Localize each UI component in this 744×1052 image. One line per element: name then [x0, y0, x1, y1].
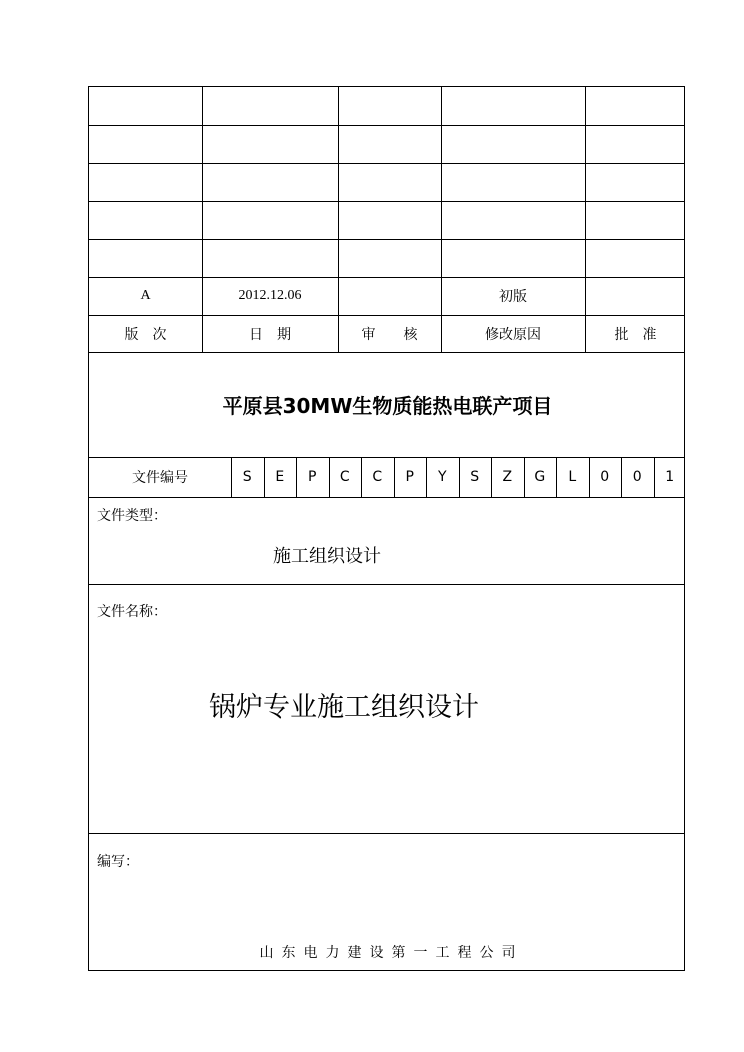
row-divider [89, 125, 684, 126]
file-number-char: C [372, 469, 383, 485]
revision-date-cell: 2012.12.06 [238, 288, 302, 303]
file-number-char: P [308, 469, 317, 485]
column-divider [394, 457, 395, 497]
file-number-char: 0 [632, 469, 642, 485]
column-divider [426, 457, 427, 497]
row-divider [89, 163, 684, 164]
file-number-char: 1 [665, 469, 675, 485]
company-name: 山东电力建设第一工程公司 [259, 945, 524, 961]
column-divider [491, 457, 492, 497]
header-reason: 修改原因 [485, 326, 541, 343]
file-type-label: 文件类型： [97, 508, 167, 524]
row-divider [89, 201, 684, 202]
file-number-char: G [534, 469, 546, 485]
header-date: 日 期 [249, 326, 291, 343]
column-divider [329, 457, 330, 497]
column-divider [361, 457, 362, 497]
compiler-label: 编写： [97, 854, 139, 870]
document-cover-sheet [88, 86, 685, 971]
row-divider [89, 833, 684, 834]
revision-reason-cell: 初版 [499, 289, 527, 305]
file-number-char: S [242, 469, 252, 485]
file-number-char: E [275, 469, 285, 485]
revision-reviewer-cell [338, 277, 441, 315]
file-number-char: L [568, 469, 577, 485]
file-number-char: C [339, 469, 350, 485]
header-approve: 批 准 [614, 326, 657, 343]
header-review: 审 核 [361, 326, 418, 343]
row-divider [89, 497, 684, 498]
column-divider [589, 457, 590, 497]
file-number-char: Z [502, 469, 513, 485]
file-number-char: P [405, 469, 414, 485]
file-number-label: 文件编号 [132, 470, 188, 486]
header-version: 版 次 [124, 326, 167, 343]
file-number-char: Y [437, 469, 447, 485]
file-type-value: 施工组织设计 [273, 546, 381, 567]
file-name-label: 文件名称： [97, 604, 167, 620]
column-divider [556, 457, 557, 497]
row-divider [89, 584, 684, 585]
column-divider [459, 457, 460, 497]
revision-approver-cell [585, 277, 686, 315]
file-number-char: 0 [600, 469, 610, 485]
file-number-char: S [470, 469, 480, 485]
column-divider [524, 457, 525, 497]
row-divider [89, 239, 684, 240]
revision-version-cell: A [140, 288, 151, 303]
column-divider [296, 457, 297, 497]
project-title: 平原县30MW生物质能热电联产项目 [222, 394, 553, 418]
file-name-value: 锅炉专业施工组织设计 [209, 692, 479, 723]
column-divider [264, 457, 265, 497]
column-divider [654, 457, 655, 497]
column-divider [621, 457, 622, 497]
